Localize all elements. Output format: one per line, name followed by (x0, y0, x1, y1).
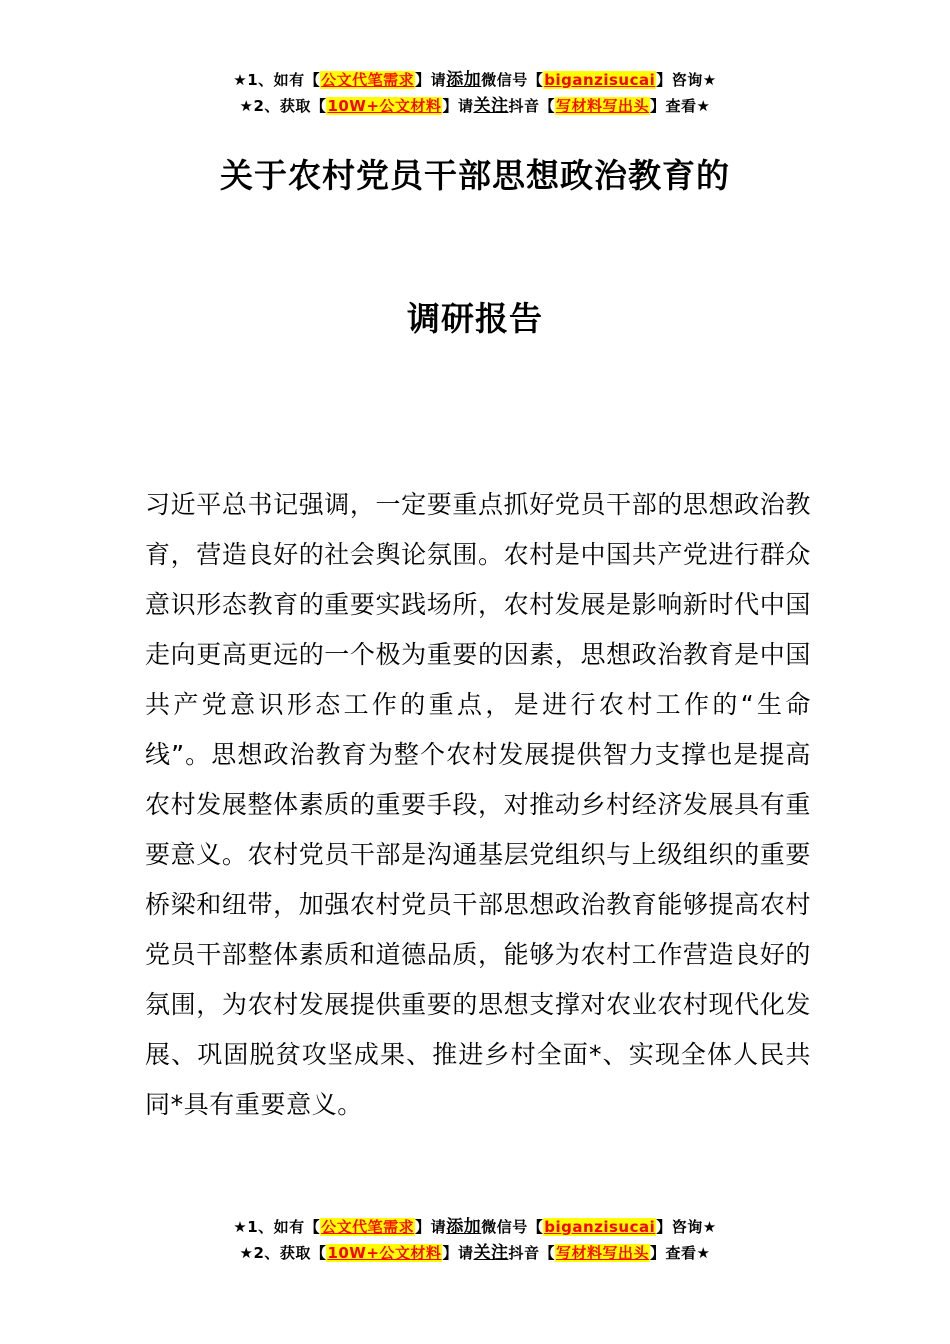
banner-text: 微信号【 (481, 71, 544, 89)
banner-text: 】查看★ (649, 1244, 711, 1262)
header-banner (0, 67, 950, 119)
underlined-text: 关注 (473, 96, 509, 116)
underlined-text: 关注 (473, 1243, 509, 1263)
banner-text: 】查看★ (649, 97, 711, 115)
banner-text: 】请 (415, 1218, 447, 1236)
underlined-text: 添加 (446, 70, 482, 90)
banner-text: 】咨询★ (656, 71, 717, 89)
banner-line-2 (0, 1240, 950, 1266)
banner-text: 】请 (442, 1244, 474, 1262)
banner-text: 】请 (442, 97, 474, 115)
highlight-service: 公文代笔需求 (321, 1218, 415, 1236)
underlined-text: 添加 (446, 1217, 482, 1237)
banner-text: ★1、如有【 (233, 71, 321, 89)
banner-text: 抖音【 (508, 97, 555, 115)
banner-text: ★1、如有【 (233, 1218, 321, 1236)
banner-line-1 (0, 67, 950, 93)
banner-line-1 (0, 1214, 950, 1240)
document-title-line-1: 关于农村党员干部思想政治教育的 (220, 156, 730, 195)
highlight-douyin-account: 写材料写出头 (555, 97, 649, 115)
highlight-wechat-id: biganzisucai (544, 71, 656, 89)
banner-text: 微信号【 (481, 1218, 544, 1236)
banner-text: 】咨询★ (656, 1218, 717, 1236)
highlight-materials: 10W+公文材料 (327, 97, 442, 115)
banner-text: 抖音【 (508, 1244, 555, 1262)
banner-text: ★2、获取【 (239, 97, 327, 115)
highlight-materials: 10W+公文材料 (327, 1244, 442, 1262)
highlight-wechat-id: biganzisucai (544, 1218, 656, 1236)
document-title-line-2: 调研报告 (407, 299, 543, 338)
footer-banner (0, 1214, 950, 1266)
highlight-douyin-account: 写材料写出头 (555, 1244, 649, 1262)
body-paragraph: 习近平总书记强调，一定要重点抓好党员干部的思想政治教育，营造良好的社会舆论氛围。农村是中国共产党进行群众意识形态教育的重要实践场所，农村发展是影响新时代中国走向更高更远的一个极为重要的因素，思想政治教育是中国共产党意识形态工作的重点，是进行农村工作的“生命线”。思想政治教育为整个农村发展提供智力支撑也是提高农村发展整体素质的重要手段，对推动乡村经济发展具有重要意义。农村党员干部是沟通基层党组织与上级组织的重要桥梁和纽带，加强农村党员干部思想政治教育能够提高农村党员干部整体素质和道德品质，能够为农村工作营造良好的氛围，为农村发展提供重要的思想支撑对农业农村现代化发展、巩固脱贫攻坚成果、推进乡村全面*、实现全体人民共同*具有重要意义。 (145, 490, 811, 1119)
banner-text: 】请 (415, 71, 447, 89)
banner-text: ★2、获取【 (239, 1244, 327, 1262)
banner-line-2 (0, 93, 950, 119)
highlight-service: 公文代笔需求 (321, 71, 415, 89)
